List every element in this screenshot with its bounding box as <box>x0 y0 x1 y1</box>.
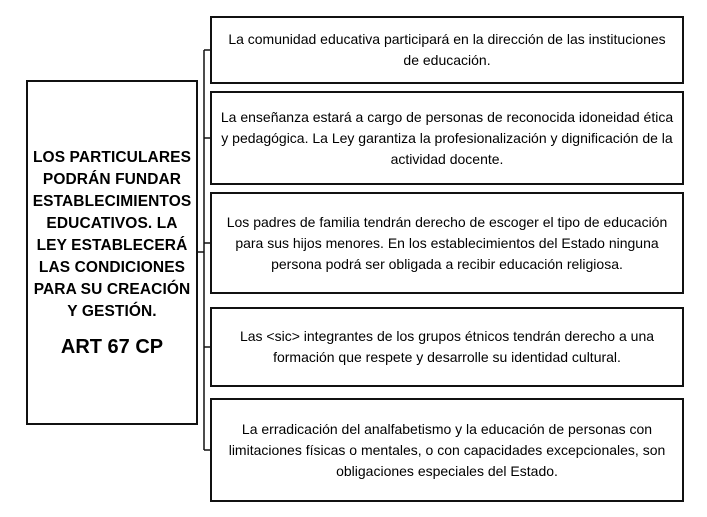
article-reference: ART 67 CP <box>60 335 164 358</box>
main-concept-box <box>26 80 198 425</box>
item-text: Las <sic> integrantes de los grupos étnicos tendrán derecho a una formación que respete y desarrolle su identidad cultural. <box>239 328 655 365</box>
item-text: La comunidad educativa participará en la dirección de las instituciones de educación. <box>228 31 666 68</box>
item-box-ethnic-groups <box>210 307 684 387</box>
item-box-community-participation <box>210 16 684 84</box>
item-text: La erradicación del analfabetismo y la educación de personas con limitaciones físicas o mentales, o con capacidades excepcionales, son obligaciones especiales del Estado. <box>228 420 666 479</box>
item-box-parents-rights <box>210 192 684 294</box>
main-concept-title: LOS PARTICULARES PODRÁN FUNDAR ESTABLECIMIENTOS EDUCATIVOS. LA LEY ESTABLECERÁ LAS CONDICIONES PARA SU CREACIÓN Y GESTIÓN. <box>32 148 192 320</box>
item-text: Los padres de familia tendrán derecho de escoger el tipo de educación para sus hijos menores. En los establecimientos del Estado ninguna persona podrá ser obligada a recibir educación religiosa. <box>226 213 668 272</box>
item-text: La enseñanza estará a cargo de personas de reconocida idoneidad ética y pedagógica. La Ley garantiza la profesionalización y dignificación de la actividad docente. <box>220 108 674 167</box>
item-box-literacy-obligations <box>210 398 684 502</box>
item-box-teaching <box>210 91 684 185</box>
